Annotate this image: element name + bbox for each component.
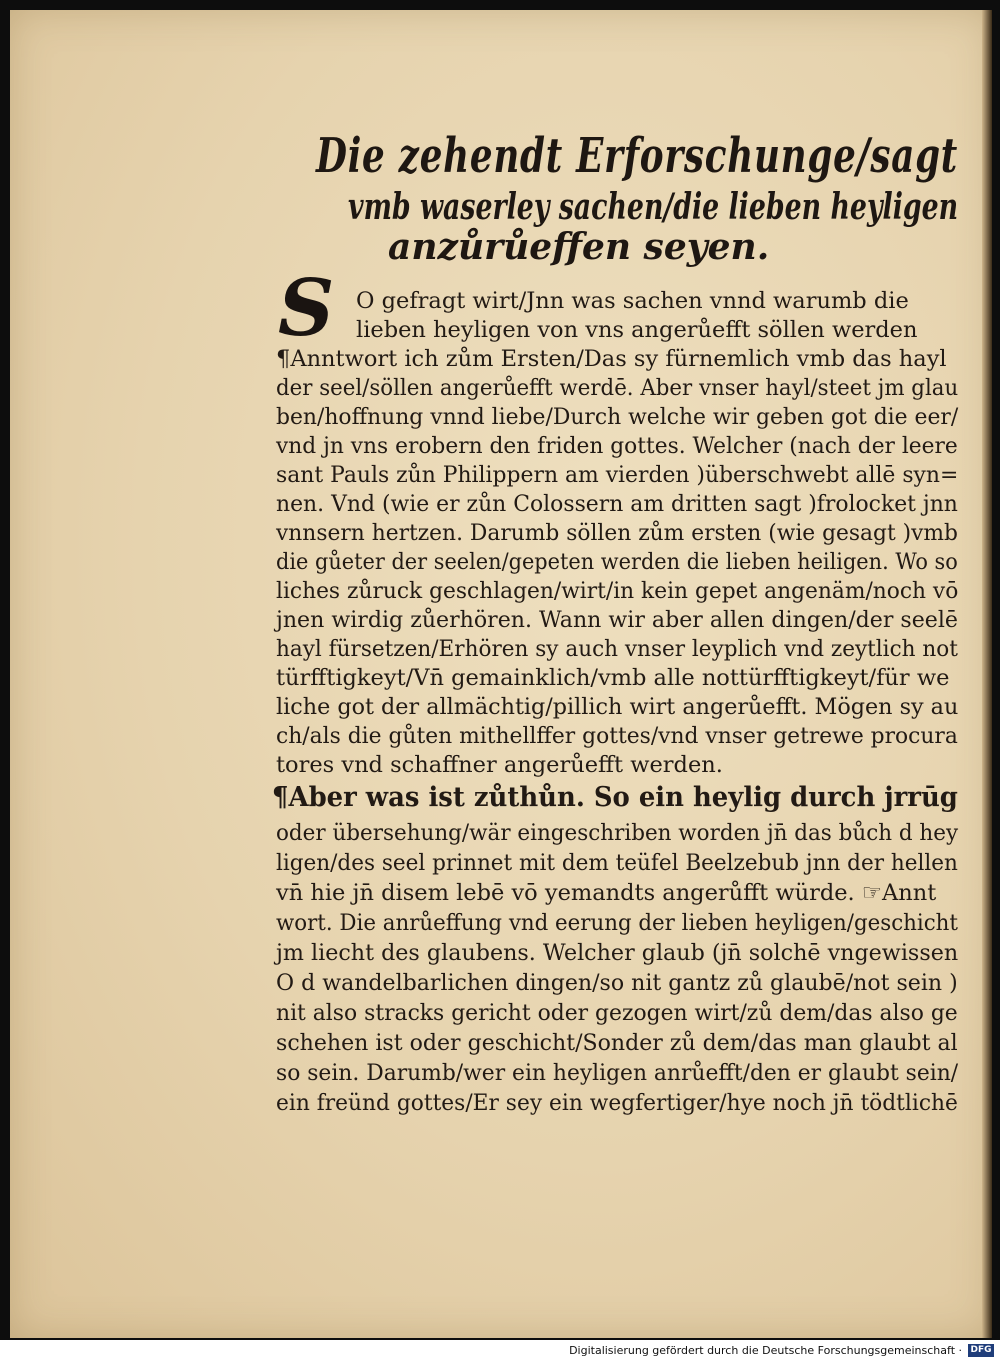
text-line: vn̄ hie jn̄ disem lebē vō yemandts angerůfft würde. ☞Annt [276, 880, 937, 906]
funding-note: Digitalisierung gefördert durch die Deutsche Forschungsgemeinschaft · [569, 1344, 962, 1357]
text-line: vnnsern hertzen. Darumb söllen zům ersten (wie gesagt )vmb [276, 520, 958, 546]
text-line: der seel/söllen angerůefft werdē. Aber vnser hayl/steet jm glau [276, 375, 959, 401]
text-line: jnen wirdig zůerhören. Wann wir aber allen dingen/der seelē [276, 607, 958, 633]
heading-line-2: vmb waserley sachen/die lieben heyligen [348, 186, 959, 228]
paragraph-2-opening: ¶Aber was ist zůthůn. So ein heylig durch jrrūg [272, 782, 958, 813]
text-line: türfftigkeyt/Vn̄ gemainklich/vmb alle nottürfftigkeyt/für we [276, 665, 950, 691]
text-line: lieben heyligen von vns angerůefft söllen werden [356, 317, 918, 343]
text-line: schehen ist oder geschicht/Sonder zů dem/das man glaubt al [276, 1030, 958, 1056]
text-line: liches zůruck geschlagen/wirt/in kein gepet angenäm/noch vō [276, 578, 959, 604]
text-line: ch/als die gůten mithellffer gottes/vnd vnser getrewe procura [276, 723, 958, 749]
text-line: sant Pauls zůn Philippern am vierden )überschwebt allē syn= [276, 462, 959, 488]
text-line: wort. Die anrůeffung vnd eerung der lieben heyligen/geschicht [276, 910, 958, 936]
text-line: oder übersehung/wär eingeschriben worden jn̄ das bůch d hey [276, 820, 959, 846]
body-text [10, 10, 992, 1338]
text-line: ein freünd gottes/Er sey ein wegfertiger/hye noch jn̄ tödtlichē [276, 1090, 958, 1116]
text-line: hayl fürsetzen/Erhören sy auch vnser leyplich vnd zeytlich not [276, 636, 958, 662]
text-line: vnd jn vns erobern den friden gottes. Welcher (nach der leere [276, 433, 958, 459]
text-line: ¶Anntwort ich zům Ersten/Das sy fürnemlich vmb das hayl [276, 346, 947, 372]
text-line: nen. Vnd (wie er zůn Colossern am dritten sagt )frolocket jnn [276, 491, 958, 517]
text-line: nit also stracks gericht oder gezogen wirt/zů dem/das also ge [276, 1000, 958, 1026]
text-line: ben/hoffnung vnnd liebe/Durch welche wir geben got die eer/ [276, 404, 959, 430]
book-page [10, 10, 992, 1338]
text-line: die gůeter der seelen/gepeten werden die lieben heiligen. Wo so [276, 549, 958, 575]
text-line: so sein. Darumb/wer ein heyligen anrůefft/den er glaubt sein/ [276, 1060, 959, 1086]
decorated-initial: S [278, 263, 335, 354]
text-line: jm liecht des glaubens. Welcher glaub (jn̄ solchē vngewissen [276, 940, 959, 966]
text-line: tores vnd schaffner angerůefft werden. [276, 752, 723, 778]
text-line: liche got der allmächtig/pillich wirt angerůefft. Mögen sy au [276, 694, 959, 720]
text-line: O gefragt wirt/Jnn was sachen vnnd warumb die [356, 288, 909, 314]
text-line: ligen/des seel prinnet mit dem teüfel Beelzebub jnn der hellen [276, 850, 958, 876]
heading-line-3: anzůrůeffen seyen. [388, 226, 770, 268]
dfg-logo: DFG [968, 1344, 994, 1357]
footer-bar [0, 1340, 1000, 1362]
text-line: O d wandelbarlichen dingen/so nit gantz zů glaubē/not sein ) [276, 970, 958, 996]
heading-line-1: Die zehendt Erforschunge/sagt [316, 128, 959, 184]
